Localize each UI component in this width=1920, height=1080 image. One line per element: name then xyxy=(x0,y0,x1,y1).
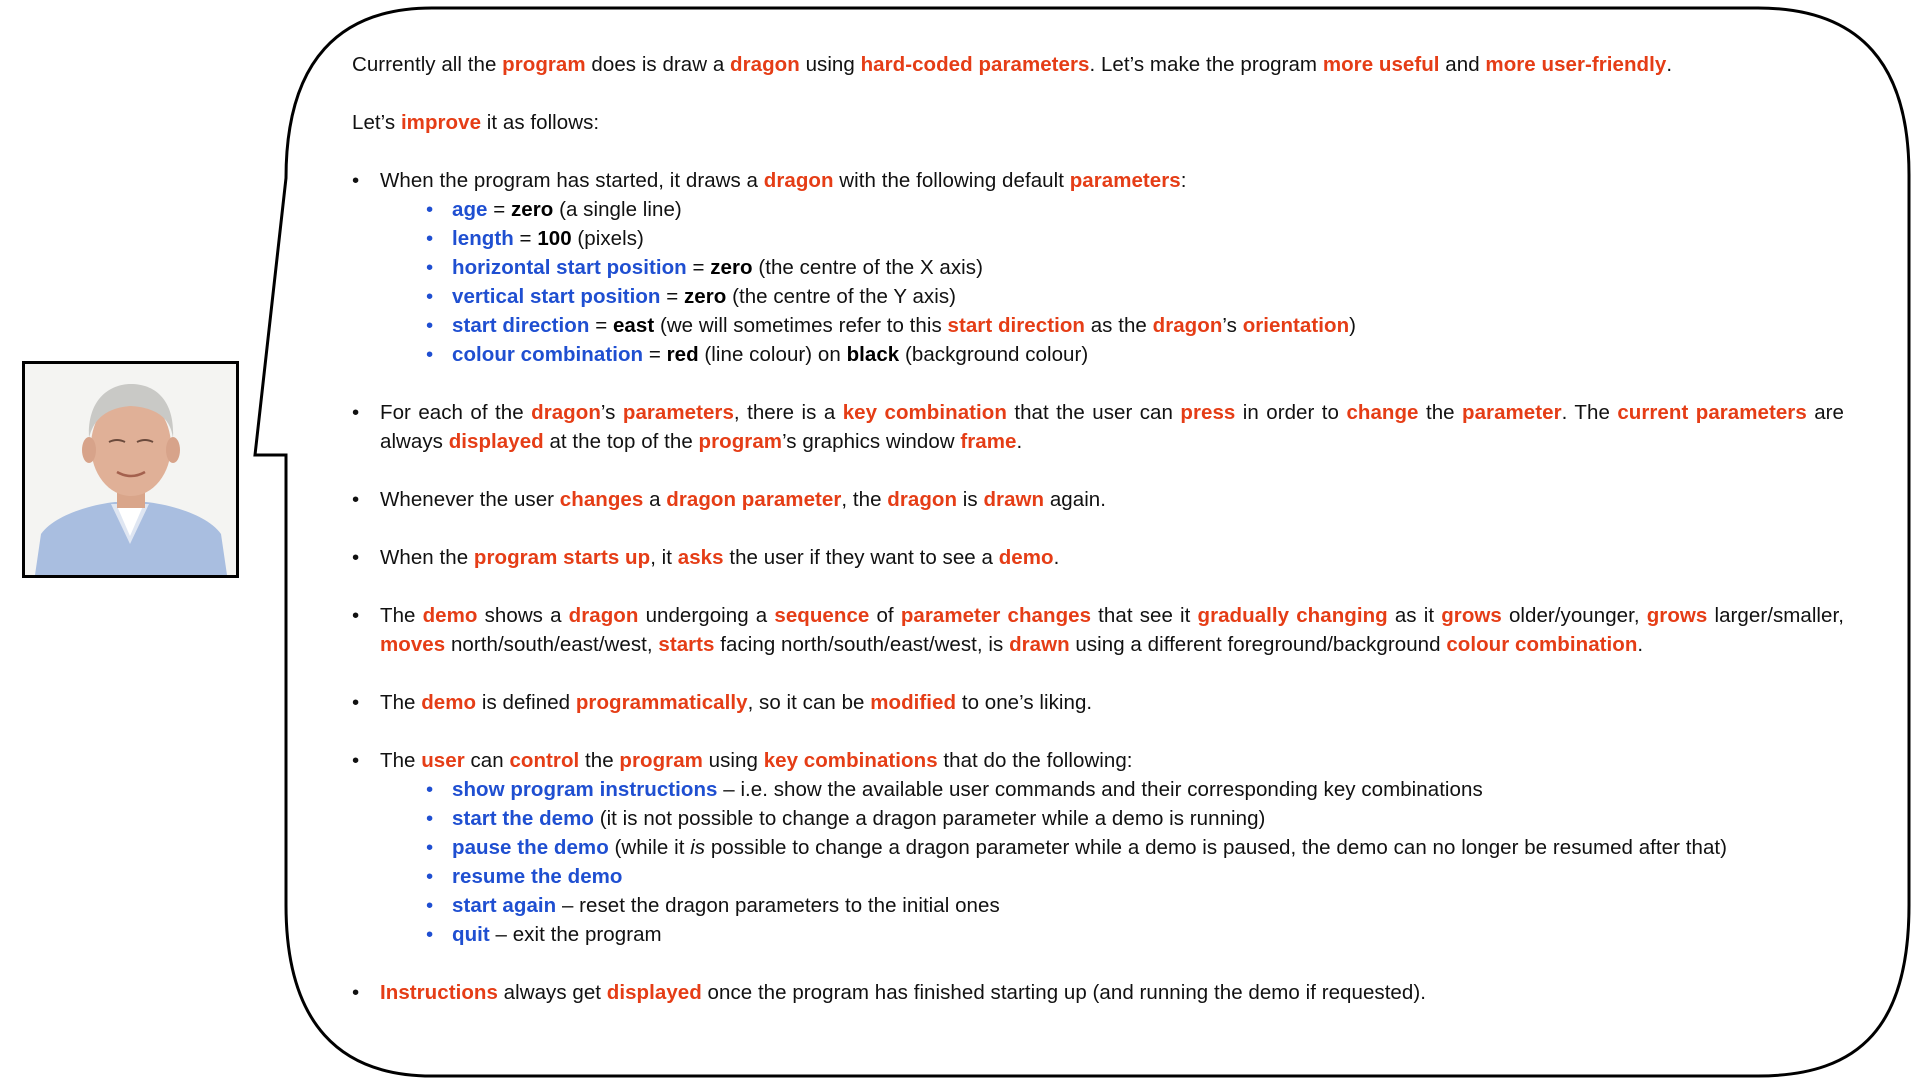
list-item: • When the program starts up, it asks the user if they want to see a demo. xyxy=(352,543,1844,572)
user-commands-list xyxy=(380,775,1844,949)
list-item: • colour combination = red (line colour) on black (background colour) xyxy=(452,340,1844,369)
list-item: • Whenever the user changes a dragon parameter, the dragon is drawn again. xyxy=(352,485,1844,514)
list-item: • horizontal start position = zero (the centre of the X axis) xyxy=(452,253,1844,282)
default-parameters-list xyxy=(380,195,1844,369)
list-item: • show program instructions – i.e. show the available user commands and their corresponding key combinations xyxy=(452,775,1844,804)
bullet-list xyxy=(352,166,1844,1007)
list-item: • pause the demo (while it is possible to change a dragon parameter while a demo is paused, the demo can no longer be resumed after that) xyxy=(452,833,1844,862)
improve-paragraph: Let’s improve it as follows: xyxy=(352,111,600,134)
list-item: • The user can control the program using key combinations that do the following: • show program instructions – i.e. show the available user commands and their corresponding key combinations • start the demo (it is not possible to change a dragon parameter while a demo is running) • pause the demo (while it is possible to change a dragon parameter while a demo is paused, the demo can no longer be resumed after that) • resume the demo • start again – reset the dragon parameters to the initial ones • quit – exit the program xyxy=(352,746,1844,949)
list-item: • For each of the dragon’s parameters, there is a key combination that the user can press in order to change the parameter. The current parameters are always displayed at the top of the program’s graphics window frame. xyxy=(352,398,1844,456)
list-item: • The demo is defined programmatically, so it can be modified to one’s liking. xyxy=(352,688,1844,717)
intro-paragraph: Currently all the program does is draw a dragon using hard-coded parameters. Let’s make the program more useful and more user-friendly. xyxy=(352,53,1673,76)
list-item: • When the program has started, it draws a dragon with the following default parameters: • age = zero (a single line) • length = 100 (pixels) • horizontal start position = zero (the centre of the X axis) • vertical start position = zero (the centre of the Y axis) • start direction = east (we will sometimes refer to this start direction as the dragon’s orientation) • colour combination = red (line colour) on black (background colour) xyxy=(352,166,1844,369)
list-item: • vertical start position = zero (the centre of the Y axis) xyxy=(452,282,1844,311)
list-item: • length = 100 (pixels) xyxy=(452,224,1844,253)
list-item: • start the demo (it is not possible to change a dragon parameter while a demo is running) xyxy=(452,804,1844,833)
list-item: • Instructions always get displayed once the program has finished starting up (and running the demo if requested). xyxy=(352,978,1844,1007)
avatar xyxy=(22,361,239,578)
person-photo-icon xyxy=(25,364,236,575)
list-item: • start again – reset the dragon parameters to the initial ones xyxy=(452,891,1844,920)
list-item: • resume the demo xyxy=(452,862,1844,891)
list-item: • age = zero (a single line) xyxy=(452,195,1844,224)
list-item: • start direction = east (we will sometimes refer to this start direction as the dragon’s orientation) xyxy=(452,311,1844,340)
list-item: • The demo shows a dragon undergoing a sequence of parameter changes that see it gradually changing as it grows older/younger, grows larger/smaller, moves north/south/east/west, starts facing north/south/east/west, is drawn using a different foreground/background colour combination. xyxy=(352,601,1844,659)
slide-text xyxy=(352,50,1844,1007)
list-item: • quit – exit the program xyxy=(452,920,1844,949)
